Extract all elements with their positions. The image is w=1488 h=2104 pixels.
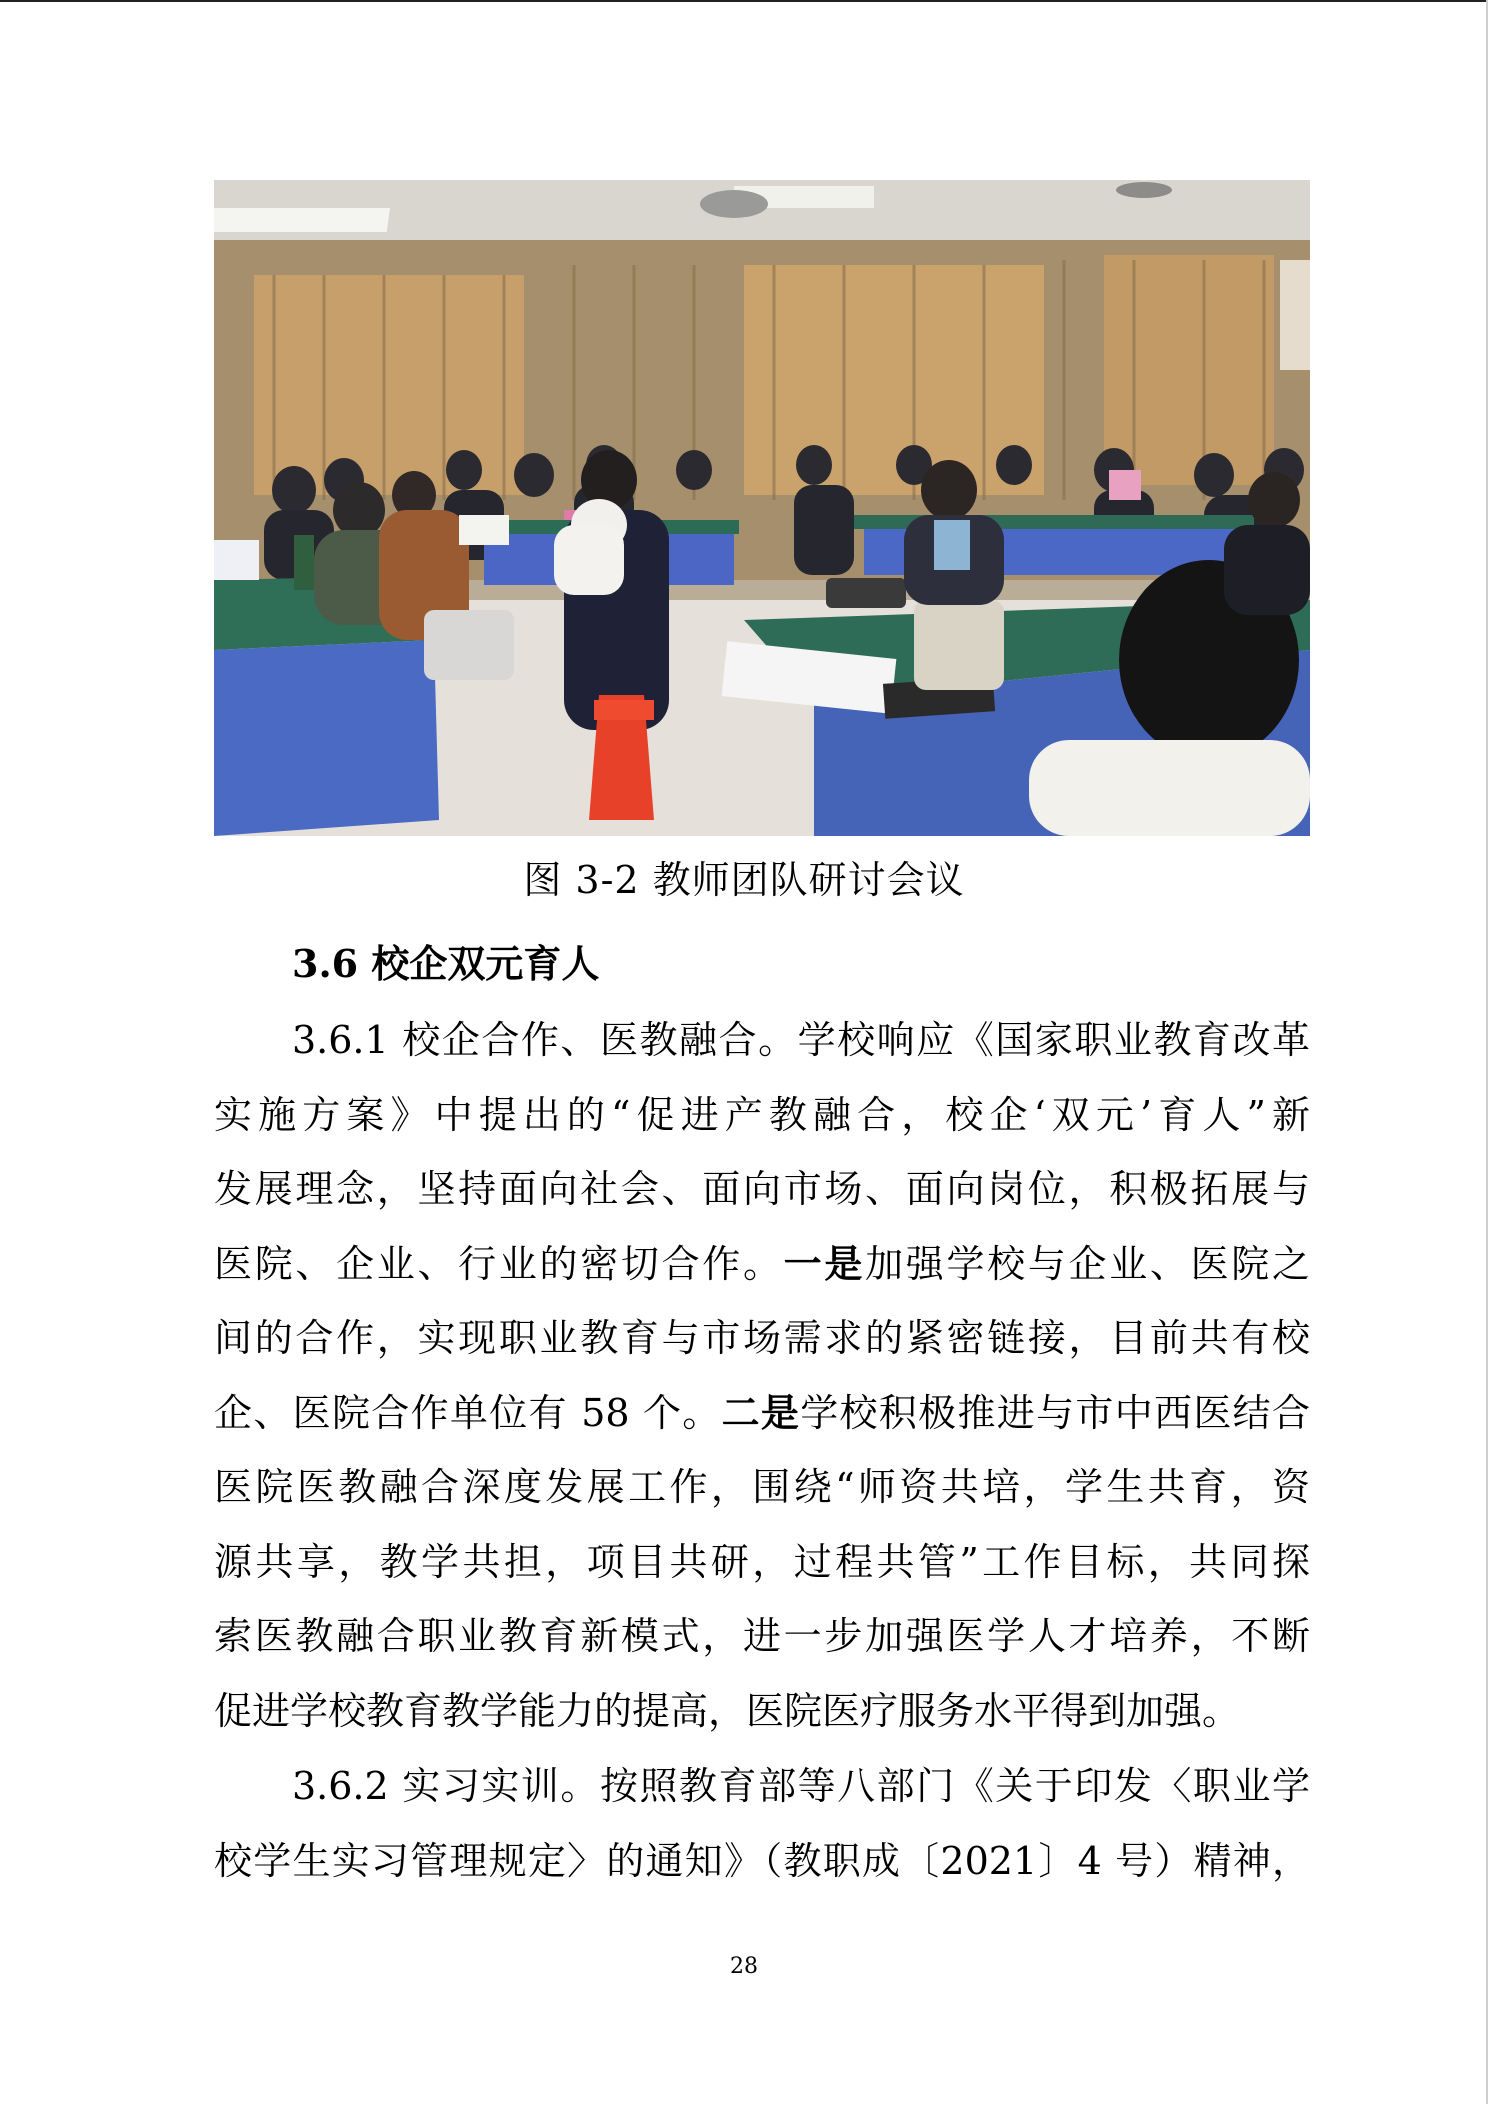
paragraph-line: 校学生实习管理规定〉的通知》（教职成〔2021〕4 号）精神， xyxy=(214,1838,1310,1883)
lead-phrase-first: 一是 xyxy=(783,1240,866,1286)
meeting-photo xyxy=(214,180,1310,836)
paragraph-line: 3.6.2 实习实训。按照教育部等八部门《关于印发〈职业学 xyxy=(292,1764,1310,1808)
paragraph-line: 3.6.1 校企合作、医教融合。学校响应《国家职业教育改革 xyxy=(292,1018,1310,1062)
paragraph-line: 间的合作，实现职业教育与市场需求的紧密链接，目前共有校 xyxy=(214,1316,1310,1360)
lead-phrase-second: 二是 xyxy=(721,1389,801,1435)
paragraph-line: 医院医教融合深度发展工作，围绕“师资共培，学生共育，资 xyxy=(214,1465,1310,1509)
paragraph-line-mixed xyxy=(214,1227,1310,1302)
paragraph-line-mixed xyxy=(214,1376,1310,1451)
paragraph-text: 医院、企业、行业的密切合作。 xyxy=(214,1241,784,1286)
paragraph-line: 源共享，教学共担，项目共研，过程共管”工作目标，共同探 xyxy=(214,1539,1310,1584)
page-number: 28 xyxy=(730,1954,758,1979)
paragraph-text: 企、医院合作单位有 58 个。 xyxy=(214,1390,722,1435)
paragraph-text: 学校积极推进与市中西医结合 xyxy=(800,1390,1310,1435)
section-heading: 3.6 校企双元育人 xyxy=(292,941,600,986)
meeting-photo-illustration xyxy=(214,180,1310,836)
figure-caption: 图 3-2 教师团队研讨会议 xyxy=(523,858,965,902)
paragraph-line: 实施方案》中提出的“促进产教融合，校企‘双元’育人”新 xyxy=(214,1092,1310,1137)
paragraph-line: 发展理念，坚持面向社会、面向市场、面向岗位，积极拓展与 xyxy=(214,1167,1310,1211)
paragraph-line: 索医教融合职业教育新模式，进一步加强医学人才培养，不断 xyxy=(214,1614,1310,1658)
paragraph-school-enterprise-cooperation xyxy=(214,1003,1310,1748)
paragraph-line: 促进学校教育教学能力的提高，医院医疗服务水平得到加强。 xyxy=(214,1688,1241,1733)
paragraph-internship-training xyxy=(214,1749,1310,1898)
paragraph-text: 加强学校与企业、医院之 xyxy=(865,1241,1310,1286)
page-top-border xyxy=(0,0,1488,2)
